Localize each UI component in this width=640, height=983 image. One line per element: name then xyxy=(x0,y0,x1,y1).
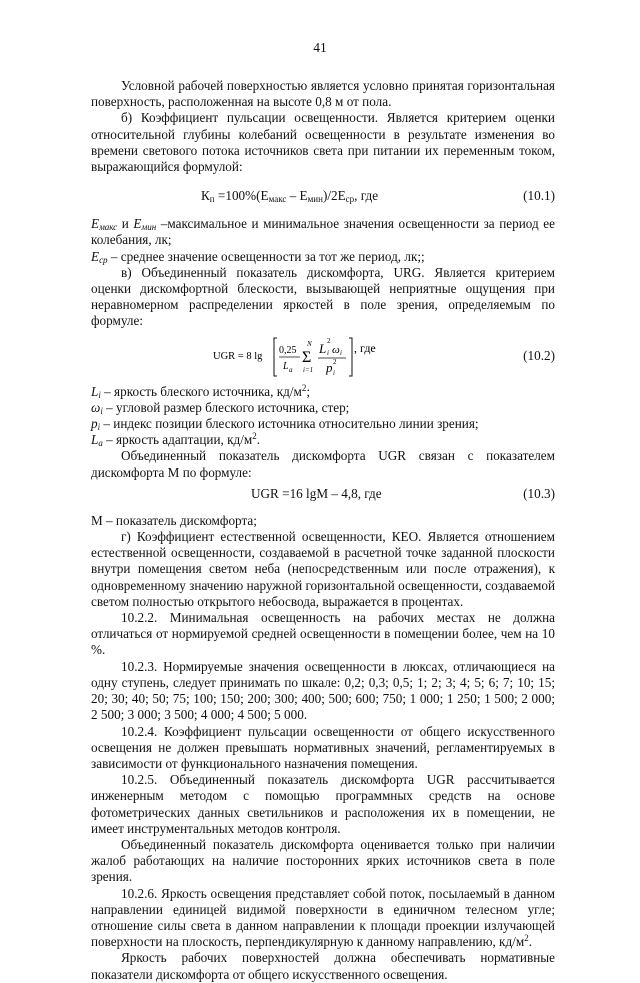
paragraph-10-2-2: 10.2.2. Минимальная освещенность на рабочих местах не должна отличаться от нормируемой средней освещенности в помещении более, чем на 10 %. xyxy=(91,610,555,658)
definition-la: $L_a$ – яркость адаптации, $кд/м^2$. xyxy=(91,431,261,449)
paragraph-10-2-6: 10.2.6. Яркость освещения представляет собой поток, посылаемый в данном направлении единицей видимой поверхности в единичном телесном угле; отношение силы света в данном направлении к площади проекции излучающей поверхности на плоскость, перпендикулярную к данному направлению, $кд/м^2$. xyxy=(91,885,555,950)
svg-text:a: a xyxy=(289,365,293,374)
definition-pi: $p_i$ – индекс позиции блеского источника относительно линии зрения; xyxy=(91,416,479,433)
paragraph-10-2-3: 10.2.3. Нормируемые значения освещенности в люксах, отличающиеся на одну ступень, следует принимать по шкале: 0,2; 0,3; 0,5; 1; 2; 3; 4; 5; 6; 7; 10; 15; 20; 30; 40; 50; 75; 100; 150; 200; 300; 400; 500; 600; 750; 1 000; 1 250; 1 500; 2 000; 2 500; 3 000; 3 500; 4 000; 4 500; 5 000. xyxy=(91,658,555,723)
formula-10-2-lhs: UGR = 8 lg xyxy=(213,350,263,362)
page-number: 41 xyxy=(313,40,327,55)
formula-10-2-frac-den: L xyxy=(283,360,289,372)
svg-text:i: i xyxy=(333,368,335,377)
paragraph-10-2-4: 10.2.4. Коэффициент пульсации освещенности от общего искусственного освещения не должен превышать нормативных значений, регламентируемых в зависимости от функционального назначения помещения. xyxy=(91,723,555,771)
formula-10-2-sum-top: N xyxy=(307,339,312,348)
svg-text:2: 2 xyxy=(327,336,331,345)
definition-eavg: $Е_{ср}$ – среднее значение освещенности за тот же период, лк;; xyxy=(91,248,425,265)
formula-10-2-frac-num: 0,25 xyxy=(279,344,297,356)
paragraph-10-2-5: 10.2.5. Объединенный показатель дискомфорта UGR рассчитывается инженерным методом с помощью программных средств на основе фотометрических данных светильников и расположения их в помещении, не имеет инструментальных методов контроля. xyxy=(91,772,555,836)
definition-omega: $\omega_i$ – угловой размер блеского источника, стер; xyxy=(91,399,350,416)
formula-10-3-number: (10.3) xyxy=(523,485,555,501)
paragraph-pulsation-coefficient: б) Коэффициент пульсации освещенности. Является критерием оценки относительной глубины колебаний освещенности в результате изменения во времени светового потока источников света при питании их переменным током, выражающийся формулой: xyxy=(91,110,555,175)
formula-10-1-number: (10.1) xyxy=(523,188,555,204)
formula-10-1 xyxy=(91,188,555,206)
page-body xyxy=(91,78,555,983)
svg-text:i: i xyxy=(340,348,342,357)
paragraph-ugr-m: Объединенный показатель дискомфорта UGR связан с показателем дискомфорта M по формуле: xyxy=(91,448,555,480)
paragraph-working-surface: Условной рабочей поверхностью является условно принятая горизонтальная поверхность, расположенная на высоте 0,8 м от пола. xyxy=(91,78,555,110)
definition-m: М – показатель дискомфорта; xyxy=(91,512,257,528)
paragraph-brightness-surfaces: Яркость рабочих поверхностей должна обеспечивать нормативные показатели дискомфорта от общего искусственного освещения. xyxy=(91,950,555,982)
paragraph-ugr: в) Объединенный показатель дискомфорта, URG. Является критерием оценки дискомфортной блескости, вызывающей неприятные ощущения при неравномерном распределении яркостей в поле зрения, определяемым по формуле: xyxy=(91,264,555,329)
svg-text:2: 2 xyxy=(333,357,337,366)
definition-li: $L_i$ – яркость блеского источника, $кд/м^2$; xyxy=(91,382,311,400)
formula-10-2-graphic xyxy=(213,334,513,380)
formula-10-2-sum-bottom: i=1 xyxy=(303,365,314,374)
svg-text:i: i xyxy=(327,348,329,357)
formula-10-2-L: L xyxy=(319,340,327,356)
paragraph-ugr-complaints: Объединенный показатель дискомфорта оценивается только при наличии жалоб работающих на наличие посторонних ярких источников света в поле зрения. xyxy=(91,836,555,885)
formula-10-3 xyxy=(91,486,555,504)
definition-emax-emin: $Е_{макс}$ и $Е_{мин}$ –максимальное и минимальное значения освещенности за период ее колебания, лк; xyxy=(91,216,556,248)
formula-10-2-omega: ω xyxy=(332,343,340,356)
formula-10-2-tail: , где xyxy=(354,340,376,355)
formula-10-2-sigma: Σ xyxy=(302,348,312,366)
formula-10-3-expression: UGR =16 lgM – 4,8, где xyxy=(251,485,382,501)
formula-10-2-number: (10.2) xyxy=(523,347,555,363)
formula-10-2-p: p xyxy=(326,359,333,375)
formula-10-1-expression: $К_п =100\%(Е_{макс} - Е_{мин})/2Е_{ср}$, где xyxy=(201,188,379,205)
formula-10-2 xyxy=(91,334,555,380)
paragraph-keo: г) Коэффициент естественной освещенности, КЕО. Является отношением естественной освещенности, создаваемой в расчетной точке заданной плоскости внутри помещения светом неба (непосредственным или после отражения), к одновременному значению наружной горизонтальной освещенности, создаваемой светом полностью открытого небосвода, выражается в процентах. xyxy=(91,529,555,609)
